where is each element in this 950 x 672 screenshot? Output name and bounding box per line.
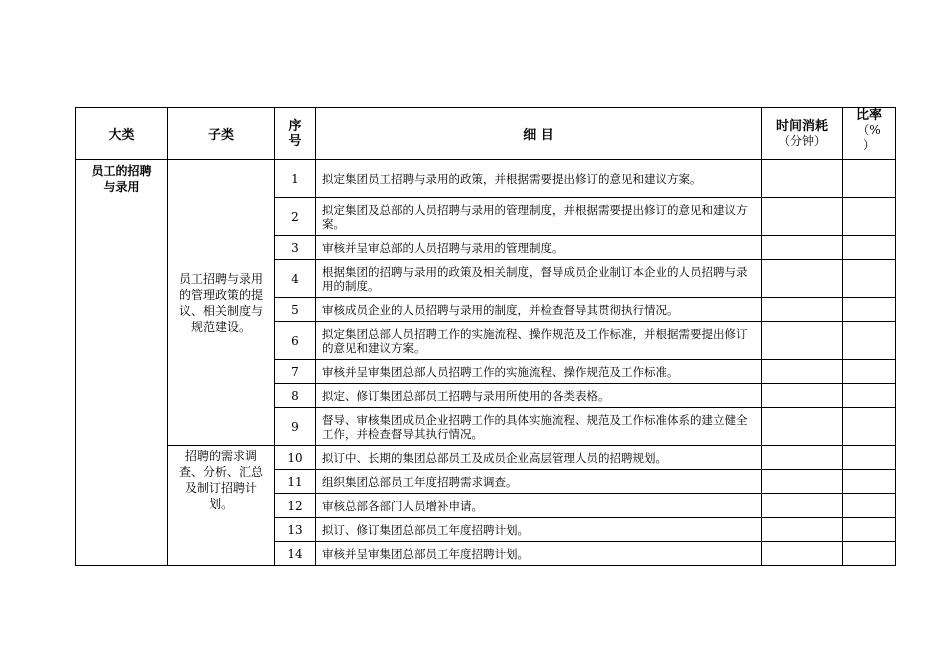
row-detail: 根据集团的招聘与录用的政策及相关制度，督导成员企业制订本企业的人员招聘与录用的制度。 [316,260,762,298]
table-row [76,446,896,470]
row-number: 13 [275,518,316,542]
row-number: 11 [275,470,316,494]
subcat2-line4: 划。 [208,497,233,511]
row-detail: 审核并呈审集团总部人员招聘工作的实施流程、操作规范及工作标准。 [316,360,762,384]
header-seq-line1: 序 [288,118,302,134]
row-time-cell [762,160,843,198]
header-subcategory: 子类 [168,108,275,160]
row-time-cell [762,408,843,446]
row-ratio-cell [843,322,896,360]
table-row [76,160,896,198]
row-detail: 拟定、修订集团总部员工招聘与录用所使用的各类表格。 [316,384,762,408]
row-ratio-cell [843,298,896,322]
row-time-cell [762,518,843,542]
header-ratio-title: 比率 [855,108,882,123]
row-detail: 拟订中、长期的集团总部员工及成员企业高层管理人员的招聘规划。 [316,446,762,470]
row-detail: 督导、审核集团成员企业招聘工作的具体实施流程、规范及工作标准体系的建立健全工作，并检查督导其执行情况。 [316,408,762,446]
row-detail: 审核并呈审总部的人员招聘与录用的管理制度。 [316,236,762,260]
row-time-cell [762,446,843,470]
row-ratio-cell [843,494,896,518]
subcat1-line3: 议、相关制度与 [178,303,263,318]
subcat1-line1: 员工招聘与录用 [178,271,263,286]
row-time-cell [762,198,843,236]
row-ratio-cell [843,360,896,384]
row-time-cell [762,322,843,360]
header-ratio-unit-1: （% [857,123,881,137]
subcat1-line2: 的管理政策的提 [178,287,263,302]
subcat1-line4: 规范建设。 [190,319,251,334]
subcat2-line2: 查、分析、汇总 [178,465,263,479]
category-line1: 员工的招聘 [91,164,152,178]
header-time-title: 时间消耗 [775,118,828,134]
header-time-unit: （分钟） [777,133,826,148]
category-cell [76,160,168,566]
row-ratio-cell [843,446,896,470]
document-page [75,107,895,566]
row-detail: 拟定集团员工招聘与录用的政策，并根据需要提出修订的意见和建议方案。 [316,160,762,198]
row-time-cell [762,260,843,298]
row-time-cell [762,384,843,408]
row-detail: 拟定集团及总部的人员招聘与录用的管理制度，并根据需要提出修订的意见和建议方案。 [316,198,762,236]
header-row [76,108,896,160]
row-ratio-cell [843,260,896,298]
row-number: 10 [275,446,316,470]
header-category: 大类 [76,108,168,160]
header-detail: 细 目 [316,108,762,160]
subcategory-cell-1 [168,160,275,446]
row-ratio-cell [843,470,896,494]
header-seq [275,108,316,160]
row-number: 8 [275,384,316,408]
category-line2: 与录用 [103,180,140,194]
row-number: 4 [275,260,316,298]
duty-table [75,107,896,566]
row-number: 1 [275,160,316,198]
row-number: 3 [275,236,316,260]
row-number: 5 [275,298,316,322]
row-time-cell [762,470,843,494]
row-ratio-cell [843,198,896,236]
row-ratio-cell [843,160,896,198]
row-ratio-cell [843,236,896,260]
row-time-cell [762,360,843,384]
row-time-cell [762,494,843,518]
row-detail: 审核并呈审集团总部员工年度招聘计划。 [316,542,762,566]
row-ratio-cell [843,542,896,566]
row-time-cell [762,542,843,566]
row-ratio-cell [843,384,896,408]
row-detail: 组织集团总部员工年度招聘需求调查。 [316,470,762,494]
subcat2-line1: 招聘的需求调 [184,449,257,463]
row-ratio-cell [843,518,896,542]
row-number: 14 [275,542,316,566]
row-number: 12 [275,494,316,518]
row-detail: 审核总部各部门人员增补申请。 [316,494,762,518]
row-number: 2 [275,198,316,236]
row-time-cell [762,236,843,260]
row-detail: 拟定集团总部人员招聘工作的实施流程、操作规范及工作标准，并根据需要提出修订的意见和建议方案。 [316,322,762,360]
row-detail: 审核成员企业的人员招聘与录用的制度，并检查督导其贯彻执行情况。 [316,298,762,322]
row-detail: 拟订、修订集团总部员工年度招聘计划。 [316,518,762,542]
row-time-cell [762,298,843,322]
header-ratio-unit-2: ） [862,138,875,152]
row-ratio-cell [843,408,896,446]
header-time [762,108,843,160]
row-number: 7 [275,360,316,384]
row-number: 6 [275,322,316,360]
subcategory-cell-2 [168,446,275,566]
header-ratio [843,108,896,160]
header-seq-line2: 号 [288,133,302,149]
subcat2-line3: 及制订招聘计 [184,481,257,495]
row-number: 9 [275,408,316,446]
